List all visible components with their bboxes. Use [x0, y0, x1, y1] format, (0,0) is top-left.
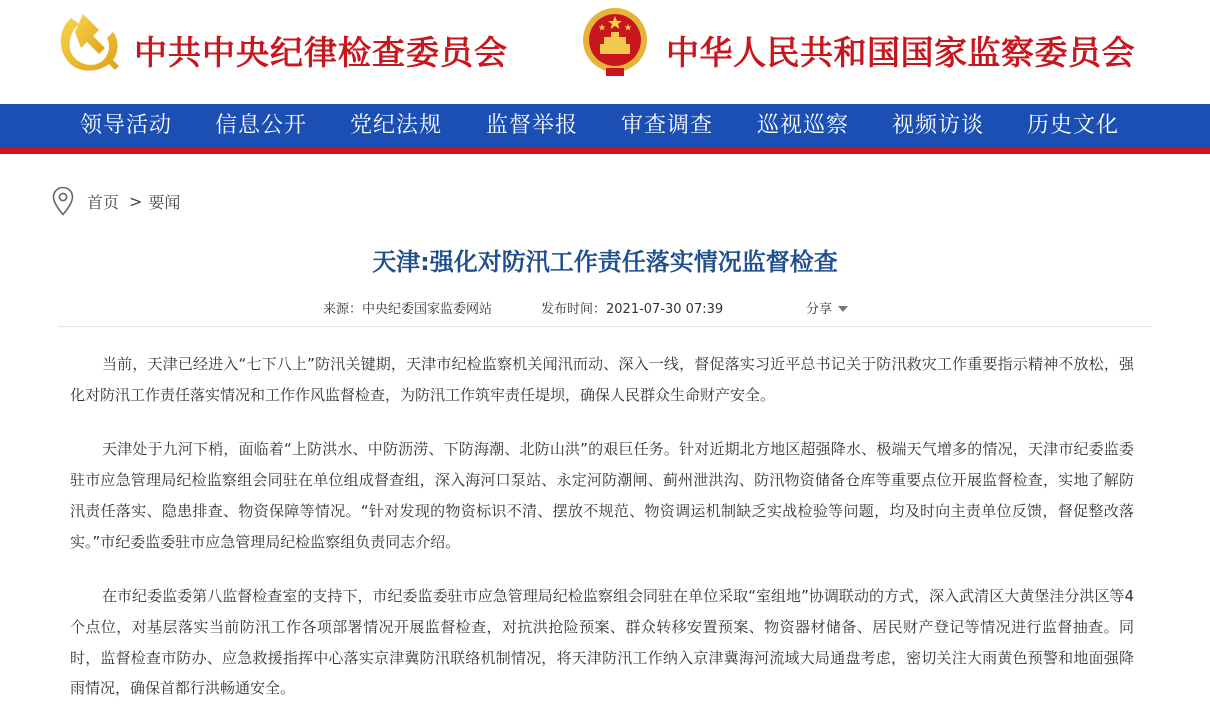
nav-item-report[interactable]: 监督举报 [486, 113, 579, 138]
main-nav [0, 104, 1210, 148]
article-paragraph: 当前，天津已经进入“七下八上”防汛关键期，天津市纪检监察机关闻汛而动、深入一线，督促落实习近平总书记关于防汛救灾工作重要指示精神不放松，强化对防汛工作责任落实情况和工作作风监督检查，为防汛工作筑牢责任堤坝，确保人民群众生命财产安全。 [70, 355, 1134, 404]
breadcrumb-home-link[interactable]: 首页 [87, 192, 120, 212]
location-pin-icon [52, 186, 74, 216]
nav-item-investigation[interactable]: 审查调查 [621, 113, 714, 138]
article-body [70, 349, 1134, 714]
nav-divider [0, 148, 1210, 154]
breadcrumb-current-link[interactable]: 要闻 [148, 192, 181, 212]
chevron-down-icon [838, 306, 848, 312]
nav-item-information[interactable]: 信息公开 [215, 113, 308, 138]
share-button[interactable] [806, 298, 848, 317]
article-publish-time: 发布时间：2021-07-30 07:39 [541, 302, 724, 317]
site-header [0, 0, 1210, 104]
cpc-ccdi-title[interactable]: 中共中央纪律检查委员会 [134, 33, 508, 72]
party-emblem-icon [53, 8, 121, 76]
breadcrumb [52, 186, 180, 216]
nsc-title[interactable]: 中华人民共和国国家监察委员会 [666, 33, 1135, 72]
nav-item-leadership[interactable]: 领导活动 [80, 113, 173, 138]
national-emblem-icon [580, 4, 650, 78]
article-paragraph: 在市纪委监委第八监督检查室的支持下，市纪委监委驻市应急管理局纪检监察组会同驻在单位采取“室组地”协调联动的方式，深入武清区大黄堡洼分洪区等4个点位，对基层落实当前防汛工作各项部署情况开展监督检查，对抗洪抢险预案、群众转移安置预案、物资器材储备、居民财产登记等情况进行监督抽查。同时，监督检查市防办、应急救援指挥中心落实京津冀防汛联络机制情况，将天津防汛工作纳入京津冀海河流域大局通盘考虑，密切关注大雨黄色预警和地面强降雨情况，确保首都行洪畅通安全。 [70, 587, 1134, 698]
meta-divider [58, 326, 1152, 327]
nav-item-video[interactable]: 视频访谈 [892, 113, 985, 138]
share-label: 分享 [806, 302, 833, 317]
article-title: 天津:强化对防汛工作责任落实情况监督检查 [372, 248, 838, 276]
breadcrumb-separator: > [129, 191, 143, 211]
article-paragraph: 天津处于九河下梢，面临着“上防洪水、中防沥涝、下防海潮、北防山洪”的艰巨任务。针对近期北方地区超强降水、极端天气增多的情况，天津市纪委监委驻市应急管理局纪检监察组会同驻在单位组成督查组，深入海河口泵站、永定河防潮闸、蓟州泄洪沟、防汛物资储备仓库等重要点位开展监督检查，实地了解防汛责任落实、隐患排查、物资保障等情况。“针对发现的物资标识不清、摆放不规范、物资调运机制缺乏实战检验等问题，均及时向主责单位反馈，督促整改落实。”市纪委监委驻市应急管理局纪检监察组负责同志介绍。 [70, 440, 1134, 551]
nav-item-regulations[interactable]: 党纪法规 [350, 113, 443, 138]
article-source: 来源：中央纪委国家监委网站 [323, 302, 493, 317]
nav-item-inspection[interactable]: 巡视巡察 [757, 113, 850, 138]
nav-item-history[interactable]: 历史文化 [1027, 113, 1120, 138]
